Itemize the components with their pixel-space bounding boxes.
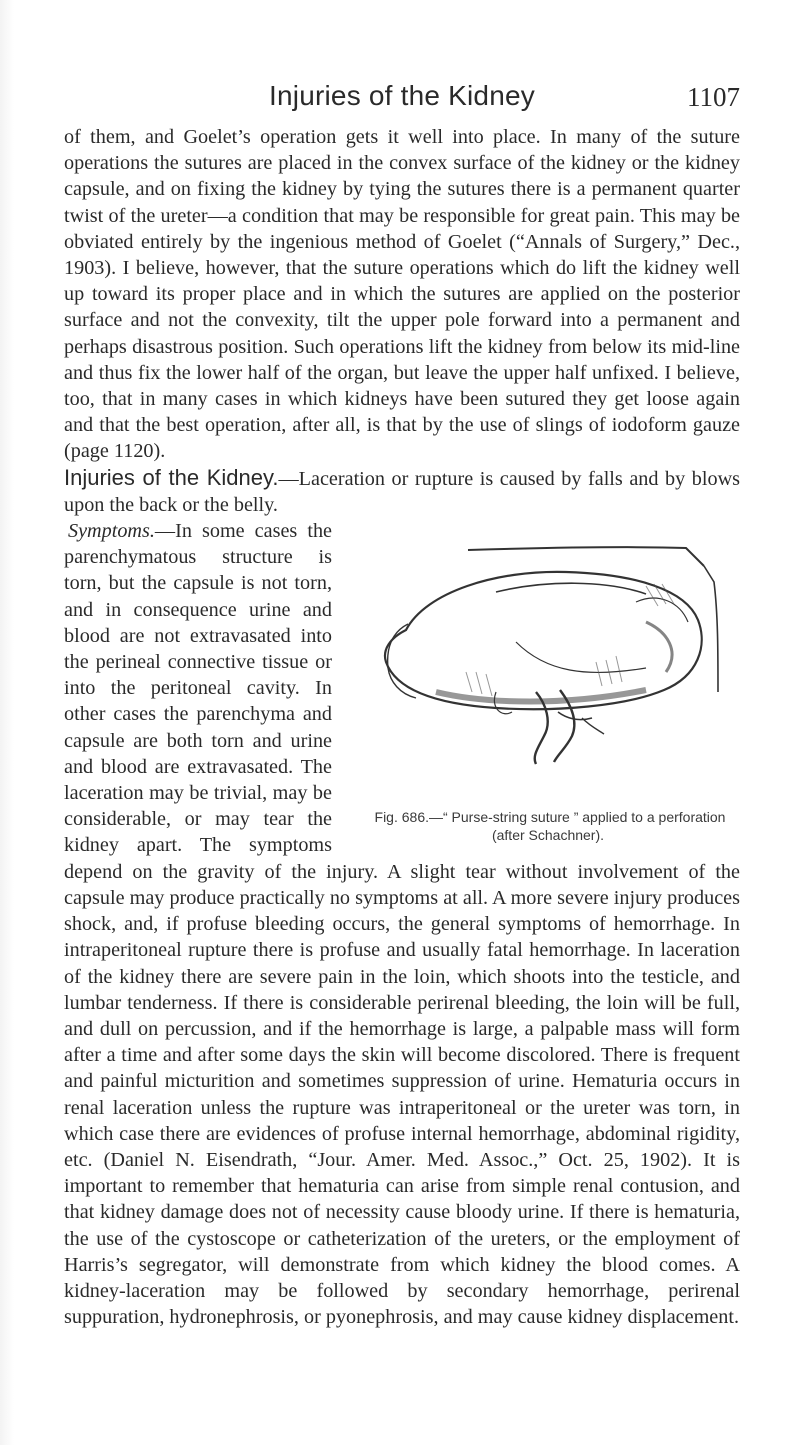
injuries-intro-text: —Laceration or rupture is caused by falls and by blows upon the back or the belly.: [64, 467, 741, 516]
page-header: [64, 80, 740, 120]
purse-string-suture-illustration: [346, 522, 740, 812]
paragraph-injuries-intro: [64, 465, 740, 518]
running-title: Injuries of the Kidney: [269, 80, 535, 111]
symptoms-lead: Symptoms.: [68, 520, 155, 543]
paragraph-symptoms: [64, 518, 740, 1330]
figure-caption: Fig. 686.—“ Purse-string suture ” applied to a perforation (after Schachner).: [374, 809, 726, 844]
page-edge-shadow: [0, 0, 14, 1445]
symptoms-text: —In some cases the parenchymatous structure is torn, but the capsule is not torn, and in consequence urine and blood are not extravasated into the perineal connective tissue or into the peritoneal cavity. In other cases the parenchyma and capsule are both torn and urine and blood are extravasated. The laceration may be trivial, may be considerable, or may tear the kidney apart. The symptoms depend on the gravity of the injury. A slight tear without involvement of the capsule may produce practically no symptoms at all. A more severe injury produces shock, and, if profuse bleeding occurs, the general symptoms of hemorrhage. In intraperitoneal rupture there is profuse and usually fatal hemorrhage. In laceration of the kidney there are severe pain in the loin, which shoots into the testicle, and lumbar tenderness. If there is considerable perirenal bleeding, the loin will be full, and dull on percussion, and if the hemorrhage is large, a palpable mass will form after a time and after some days the skin will become discolored. There is frequent and painful micturition and sometimes suppression of urine. Hematuria occurs in renal laceration unless the rupture was intraperitoneal or the ureter was torn, in which case there are evidences of profuse internal hemorrhage, abdominal rigidity, etc. (Daniel N. Eisendrath, “Jour. Amer. Med. Assoc.,” Oct. 25, 1902). It is important to remember that hematuria can arise from simple renal contusion, and that kidney damage does not of necessity cause bloody urine. If there is hematuria, the use of the cystoscope or catheterization of the ureters, or the employment of Harris’s segregator, will demonstrate from which kidney the blood comes. A kidney-laceration may be followed by secondary hemorrhage, perirenal suppuration, hydronephrosis, or pyonephrosis, and may cause kidney displacement.: [64, 520, 740, 1329]
body-text: [64, 124, 740, 1330]
section-heading: Injuries of the Kidney.: [64, 464, 279, 490]
figure-686: [346, 522, 740, 844]
paragraph-goelet: of them, and Goelet’s operation gets it well into place. In many of the suture operations the sutures are placed in the convex surface of the kidney or the kidney capsule, and on fixing the kidney by tying the sutures there is a permanent quarter twist of the ureter—a condition that may be responsible for great pain. This may be obviated entirely by the ingenious method of Goelet (“Annals of Surgery,” Dec., 1903). I believe, however, that the suture operations which do lift the kidney well up toward its proper place and in which the sutures are applied on the posterior surface and not the convexity, tilt the upper pole forward into a permanent and perhaps disastrous position. Such operations lift the kidney from below its mid-line and thus fix the lower half of the organ, but leave the upper half unfixed. I believe, too, that in many cases in which kidneys have been sutured they get loose again and that the best operation, after all, is that by the use of slings of iodoform gauze (page 1120).: [64, 126, 740, 463]
page-number: 1107: [687, 82, 740, 112]
